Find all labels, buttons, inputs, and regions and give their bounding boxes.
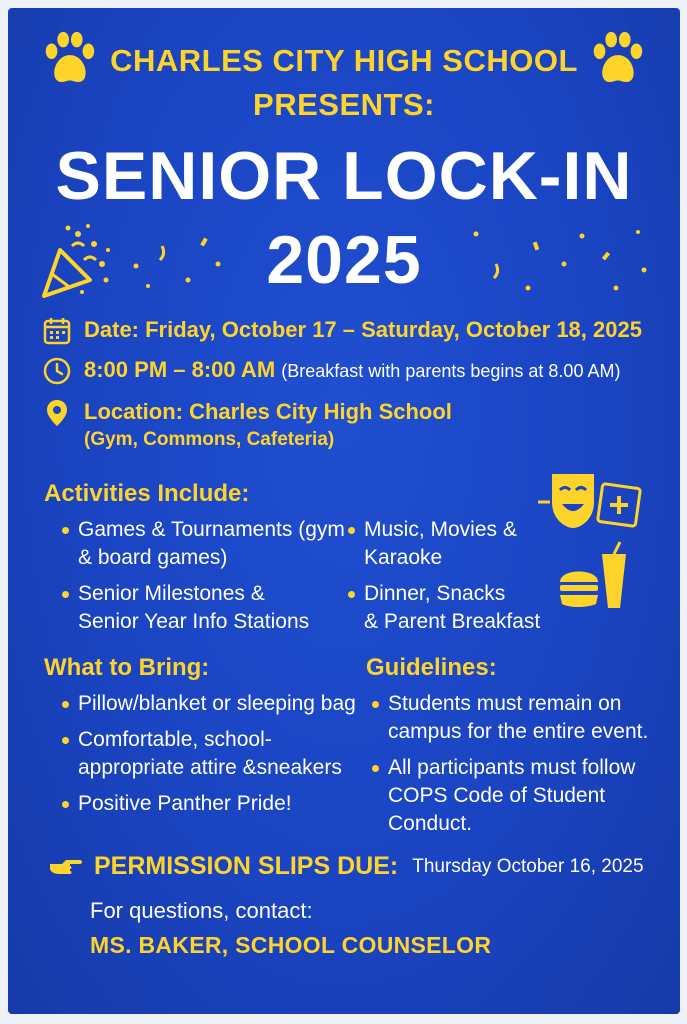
guidelines-list	[370, 690, 670, 846]
event-date: Date: Friday, October 17 – Saturday, October 18, 2025	[84, 317, 642, 342]
pointing-hand-icon	[48, 856, 82, 878]
confetti-decoration-right	[466, 222, 656, 298]
activities-list-right	[346, 516, 546, 644]
date-row	[42, 316, 642, 346]
event-year: 2025	[266, 222, 422, 298]
list-item: Positive Panther Pride!	[60, 790, 360, 818]
permission-slips-row	[48, 852, 644, 881]
time-row	[42, 356, 620, 386]
clock-icon	[42, 356, 72, 386]
guidelines-heading: Guidelines:	[366, 654, 497, 681]
school-name-heading: CHARLES CITY HIGH SCHOOL	[110, 43, 578, 78]
presents-heading: PRESENTS:	[253, 87, 435, 122]
list-item: Pillow/blanket or sleeping bag	[60, 690, 360, 718]
theater-mask-icon	[536, 468, 644, 534]
calendar-icon	[42, 316, 72, 346]
event-poster	[8, 8, 680, 1014]
permission-slips-label: PERMISSION SLIPS DUE:	[94, 852, 399, 880]
contact-line: For questions, contact:	[90, 898, 313, 923]
what-to-bring-list	[60, 690, 360, 826]
list-item: Students must remain on campus for the entire event.	[370, 690, 670, 746]
list-item: Senior Milestones & Senior Year Info Stations	[60, 580, 350, 636]
what-to-bring-heading: What to Bring:	[44, 654, 210, 681]
location-pin-icon	[42, 398, 72, 428]
location-row	[42, 398, 452, 454]
confetti-decoration-left	[118, 226, 238, 296]
location-areas: (Gym, Commons, Cafeteria)	[84, 429, 335, 450]
list-item: Comfortable, school- appropriate attire &sneakers	[60, 726, 360, 782]
burger-and-drink-icon	[556, 540, 630, 612]
list-item: All participants must follow COPS Code of Student Conduct.	[370, 754, 670, 838]
location-name: Location: Charles City High School	[84, 399, 452, 424]
party-popper-icon	[38, 220, 118, 302]
activities-heading: Activities Include:	[44, 480, 250, 507]
activities-list-left	[60, 516, 350, 644]
breakfast-note: (Breakfast with parents begins at 8.00 AM)	[281, 361, 621, 381]
permission-slips-date: Thursday October 16, 2025	[412, 855, 644, 877]
list-item: Dinner, Snacks & Parent Breakfast	[346, 580, 546, 636]
list-item: Music, Movies & Karaoke	[346, 516, 546, 572]
event-title: SENIOR LOCK-IN	[55, 138, 633, 214]
list-item: Games & Tournaments (gym & board games)	[60, 516, 350, 572]
counselor-name: MS. BAKER, SCHOOL COUNSELOR	[90, 932, 492, 958]
event-time: 8:00 PM – 8:00 AM	[84, 357, 276, 382]
